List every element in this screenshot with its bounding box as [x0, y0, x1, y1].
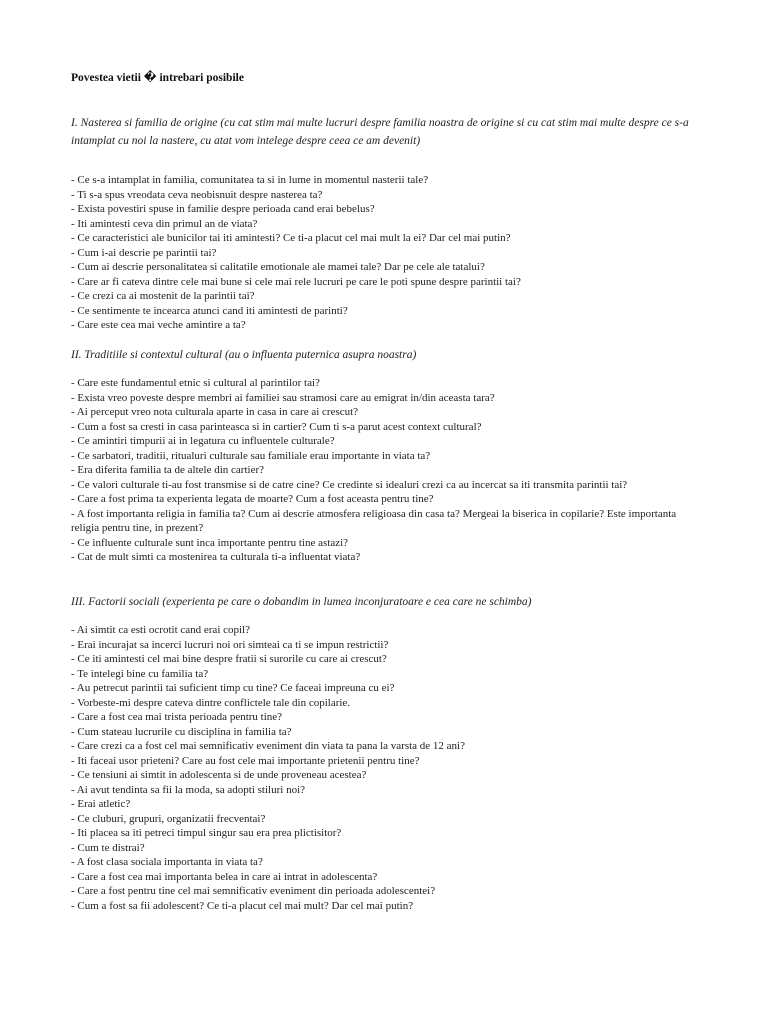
question-item: - Cum a fost sa fii adolescent? Ce ti-a placut cel mai mult? Dar cel mai putin?	[71, 899, 414, 912]
question-item: - Ce crezi ca ai mostenit de la parintii tai?	[71, 290, 255, 302]
question-item: - Ce caracteristici ale bunicilor tai iti amintesti? Ce ti-a placut cel mai mult la ei? Dar cel mai putin?	[71, 232, 511, 244]
question-item: - Te intelegi bine cu familia ta?	[71, 667, 209, 680]
section-heading: II. Traditiile si contextul cultural (au o influenta puternica asupra noastra)	[71, 349, 417, 361]
question-item: - Au petrecut parintii tai suficient timp cu tine? Ce faceai impreuna cu ei?	[71, 682, 395, 694]
question-item: - Cum te distrai?	[71, 841, 145, 854]
question-item: - Care ar fi cateva dintre cele mai bune si cele mai rele lucruri pe care le poti spune despre parintii tai?	[71, 275, 521, 288]
question-item: - Era diferita familia ta de altele din cartier?	[71, 464, 264, 476]
question-item: - Cat de mult simti ca mostenirea ta culturala ti-a influentat viata?	[71, 551, 361, 563]
question-item: - Ce s-a intamplat in familia, comunitatea ta si in lume in momentul nasterii tale?	[71, 174, 429, 186]
question-item: - Care a fost pentru tine cel mai semnificativ eveniment din perioada adolescentei?	[71, 885, 436, 897]
question-item: - A fost clasa sociala importanta in viata ta?	[71, 856, 263, 868]
question-item: - Ce valori culturale ti-au fost transmise si de catre cine? Ce credinte si idealuri crezi ca au incercat sa iti transmita parintii tai?	[71, 478, 628, 491]
question-item: - Exista vreo poveste despre membri ai familiei sau stramosi care au emigrat in/din aceasta tara?	[71, 391, 495, 404]
question-item: - Ai simtit ca esti ocrotit cand erai copil?	[71, 624, 250, 636]
question-item: - Ti s-a spus vreodata ceva neobisnuit despre nasterea ta?	[71, 188, 323, 201]
question-item: - Care este fundamentul etnic si cultural al parintilor tai?	[71, 377, 320, 389]
question-item: - A fost importanta religia in familia ta? Cum ai descrie atmosfera religioasa din casa ta? Mergeai la biserica in copilarie? Este importanta religia pentru tine, in prezent?	[71, 507, 677, 534]
question-item: - Ce tensiuni ai simtit in adolescenta si de unde proveneau acestea?	[71, 769, 367, 781]
question-item: - Cum stateau lucrurile cu disciplina in familia ta?	[71, 725, 292, 738]
question-item: - Ce iti amintesti cel mai bine despre fratii si surorile cu care ai crescut?	[71, 653, 387, 665]
question-item: - Ce sentimente te incearca atunci cand iti amintesti de parinti?	[71, 304, 348, 317]
question-item: - Ce cluburi, grupuri, organizatii frecventai?	[71, 812, 266, 825]
question-item: - Ce sarbatori, traditii, ritualuri culturale sau familiale erau importante in viata ta?	[71, 449, 431, 462]
question-item: - Iti placea sa iti petreci timpul singur sau era prea plictisitor?	[71, 827, 342, 839]
question-list	[71, 173, 691, 333]
question-item: - Ce amintiri timpurii ai in legatura cu influentele culturale?	[71, 435, 335, 447]
question-list	[71, 376, 691, 565]
question-item: - Ai perceput vreo nota culturala aparte in casa in care ai crescut?	[71, 406, 359, 418]
question-item: - Care este cea mai veche amintire a ta?	[71, 319, 246, 331]
question-item: - Ai avut tendinta sa fii la moda, sa adopti stiluri noi?	[71, 783, 306, 796]
question-item: - Care a fost cea mai importanta belea in care ai intrat in adolescenta?	[71, 870, 378, 883]
question-item: - Ce influente culturale sunt inca importante pentru tine astazi?	[71, 536, 349, 549]
question-list	[71, 623, 691, 913]
question-item: - Erai atletic?	[71, 798, 131, 810]
document-title: Povestea vietii � intrebari posibile	[71, 72, 244, 84]
question-item: - Cum i-ai descrie pe parintii tai?	[71, 246, 217, 259]
question-item: - Exista povestiri spuse in familie despre perioada cand erai bebelus?	[71, 203, 375, 215]
question-item: - Vorbeste-mi despre cateva dintre conflictele tale din copilarie.	[71, 696, 351, 709]
question-item: - Iti faceai usor prieteni? Care au fost cele mai importante prietenii pentru tine?	[71, 754, 420, 767]
question-item: - Cum a fost sa cresti in casa parinteasca si in cartier? Cum ti s-a parut acest context cultural?	[71, 420, 482, 433]
question-item: - Cum ai descrie personalitatea si calitatile emotionale ale mamei tale? Dar pe cele ale tatalui?	[71, 261, 485, 273]
question-item: - Iti amintesti ceva din primul an de viata?	[71, 217, 258, 230]
question-item: - Erai incurajat sa incerci lucruri noi ori simteai ca ti se impun restrictii?	[71, 638, 389, 651]
section-heading: III. Factorii sociali (experienta pe care o dobandim in lumea inconjuratoare e cea care ne schimba)	[71, 596, 532, 608]
question-item: - Care crezi ca a fost cel mai semnificativ eveniment din viata ta pana la varsta de 12 ani?	[71, 740, 465, 752]
question-item: - Care a fost prima ta experienta legata de moarte? Cum a fost aceasta pentru tine?	[71, 493, 434, 505]
question-item: - Care a fost cea mai trista perioada pentru tine?	[71, 711, 283, 723]
section-heading: I. Nasterea si familia de origine (cu cat stim mai multe lucruri despre familia noastra de origine si cu cat stim mai multe despre ce s-a intamplat cu noi la nastere, cu atat vom intelege despre ceea ce am devenit)	[71, 117, 689, 147]
